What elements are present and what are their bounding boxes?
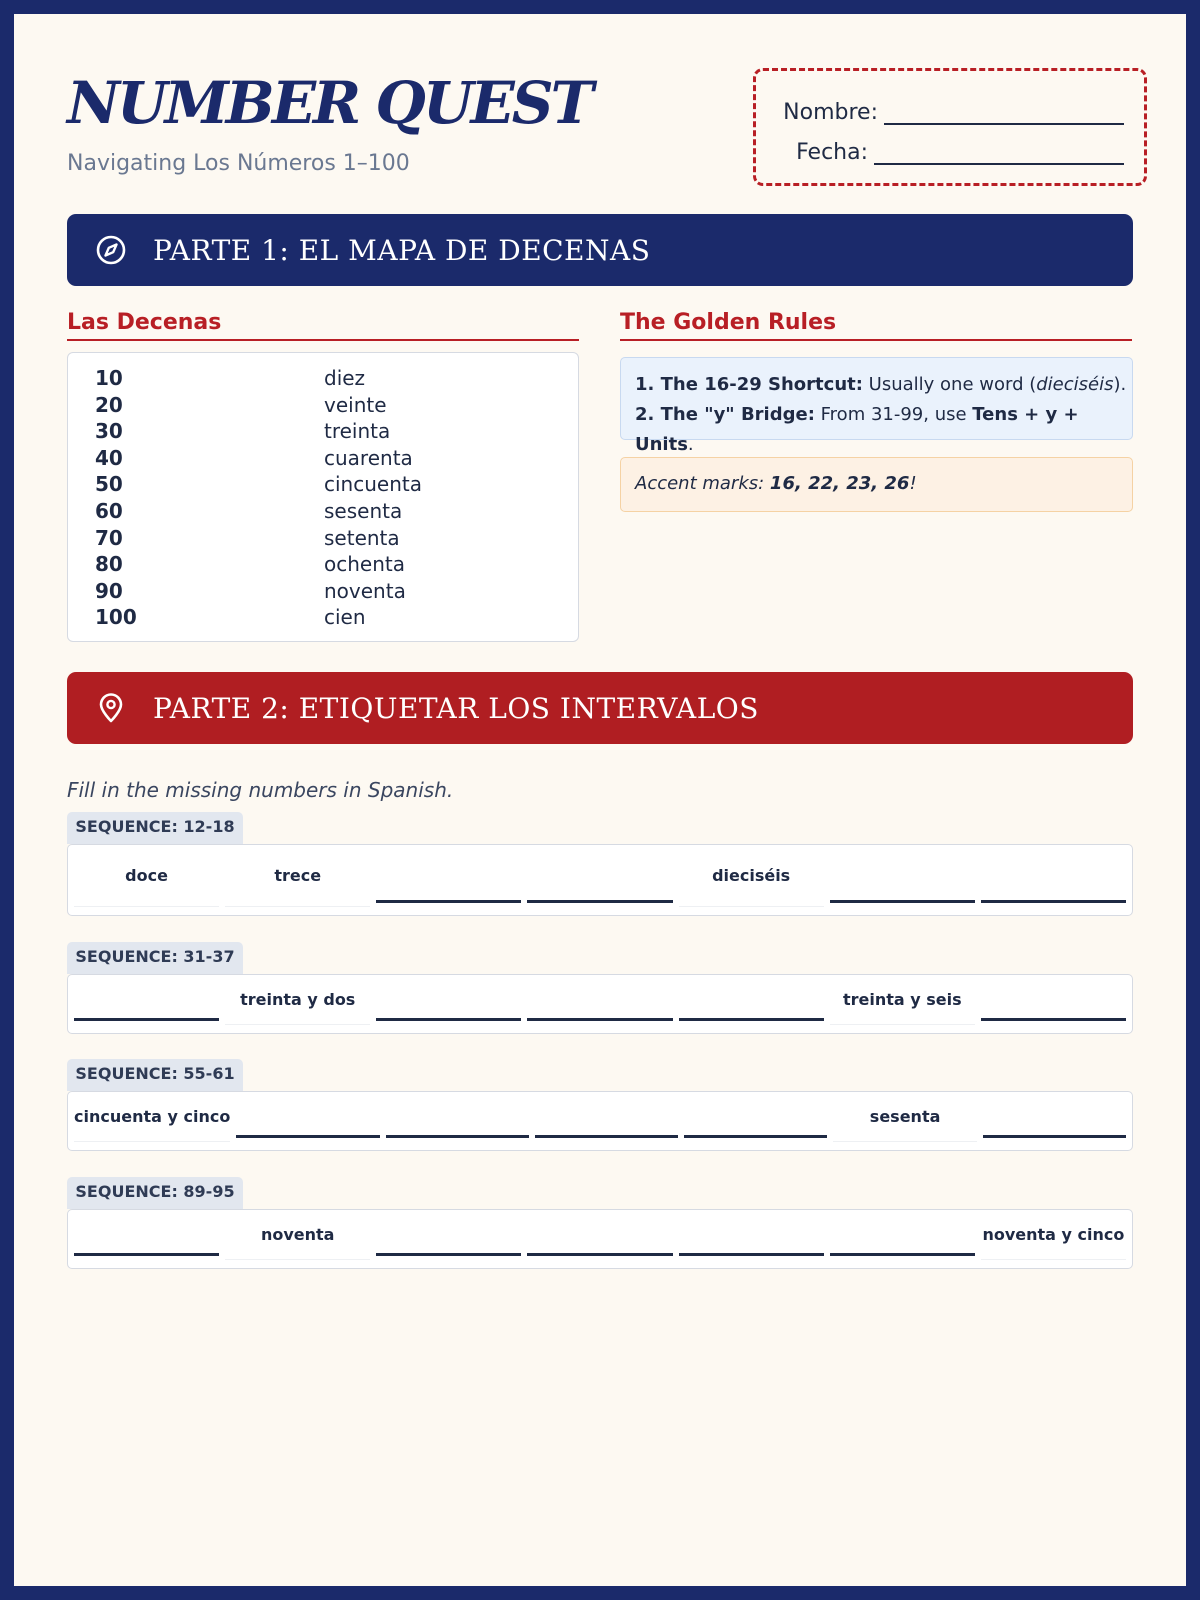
date-label: Fecha: bbox=[796, 140, 868, 165]
page-title: NUMBER QUEST bbox=[67, 69, 591, 137]
tens-number: 20 bbox=[95, 392, 123, 417]
tens-row bbox=[95, 445, 578, 472]
name-label: Nombre: bbox=[783, 100, 878, 125]
rule-2-label: 2. The "y" Bridge: bbox=[635, 404, 815, 425]
tens-word: ochenta bbox=[324, 552, 405, 577]
sequence-answer-blank[interactable] bbox=[535, 1092, 678, 1138]
tens-row bbox=[95, 604, 578, 631]
worksheet-page bbox=[14, 14, 1186, 1586]
compass-icon bbox=[95, 234, 127, 266]
rule-1-example: dieciséis bbox=[1036, 374, 1114, 395]
sequence-answer-blank[interactable] bbox=[981, 845, 1126, 903]
rules-heading: The Golden Rules bbox=[620, 310, 1132, 341]
part2-banner bbox=[67, 672, 1133, 744]
tens-number: 10 bbox=[95, 366, 123, 390]
tens-heading: Las Decenas bbox=[67, 310, 579, 341]
sequence-answer-blank[interactable] bbox=[376, 1210, 521, 1256]
sequence-label: SEQUENCE: 55-61 bbox=[67, 1059, 243, 1091]
sequence-answer-blank[interactable] bbox=[527, 1210, 672, 1256]
tens-word: noventa bbox=[324, 578, 406, 603]
rule-2-end: . bbox=[687, 434, 694, 455]
sequence-answer-blank[interactable] bbox=[386, 1092, 529, 1138]
sequence-answer-blank[interactable] bbox=[830, 845, 975, 903]
tens-table bbox=[67, 352, 579, 642]
sequence-given-number: sesenta bbox=[833, 1092, 976, 1142]
instructions: Fill in the missing numbers in Spanish. bbox=[67, 778, 454, 802]
page-subtitle: Navigating Los Números 1–100 bbox=[67, 151, 410, 176]
tens-word: setenta bbox=[324, 525, 400, 550]
rule-2-formula: Tens + y + Units bbox=[635, 404, 1079, 455]
sequence-answer-blank[interactable] bbox=[236, 1092, 379, 1138]
sequence-label: SEQUENCE: 31-37 bbox=[67, 942, 243, 974]
accent-label: Accent marks: bbox=[635, 473, 770, 494]
sequence-given-number: noventa y cinco bbox=[981, 1210, 1126, 1260]
tens-row bbox=[95, 471, 578, 498]
tens-word: cuarenta bbox=[324, 445, 413, 470]
sequence-answer-blank[interactable] bbox=[983, 1092, 1126, 1138]
sequence-label: SEQUENCE: 12-18 bbox=[67, 812, 243, 844]
rule-1-label: 1. The 16-29 Shortcut: bbox=[635, 374, 863, 395]
golden-rules-box bbox=[620, 357, 1133, 455]
tens-number: 90 bbox=[95, 578, 123, 603]
map-pin-icon bbox=[95, 692, 127, 724]
sequence-answer-blank[interactable] bbox=[679, 1210, 824, 1256]
rule-1-end: ). bbox=[1113, 374, 1127, 395]
tens-row bbox=[95, 551, 578, 578]
sequence-given-number: dieciséis bbox=[679, 845, 824, 907]
sequence-block bbox=[67, 1059, 1133, 1151]
accent-suffix: ! bbox=[909, 473, 917, 494]
name-field[interactable] bbox=[884, 101, 1124, 125]
sequence-answer-blank[interactable] bbox=[527, 975, 672, 1021]
part1-title: PARTE 1: EL MAPA DE DECENAS bbox=[153, 233, 651, 267]
sequence-answer-blank[interactable] bbox=[74, 975, 219, 1021]
sequence-given-number: treinta y seis bbox=[830, 975, 975, 1025]
tens-word: treinta bbox=[324, 419, 391, 444]
sequence-answer-blank[interactable] bbox=[527, 845, 672, 903]
sequence-answer-blank[interactable] bbox=[981, 975, 1126, 1021]
sequence-given-number: noventa bbox=[225, 1210, 370, 1260]
sequence-row bbox=[67, 1209, 1133, 1269]
accent-numbers: 16, 22, 23, 26 bbox=[769, 473, 910, 494]
tens-row bbox=[95, 498, 578, 525]
tens-row bbox=[95, 392, 578, 419]
accent-note bbox=[620, 457, 1133, 512]
date-field[interactable] bbox=[874, 141, 1124, 165]
name-date-box bbox=[753, 68, 1147, 186]
sequence-answer-blank[interactable] bbox=[679, 975, 824, 1021]
sequence-row bbox=[67, 1091, 1133, 1151]
part2-title: PARTE 2: ETIQUETAR LOS INTERVALOS bbox=[153, 691, 759, 725]
rule-1-text: Usually one word ( bbox=[862, 374, 1037, 395]
sequence-given-number: cincuenta y cinco bbox=[74, 1092, 230, 1142]
rule-1 bbox=[635, 370, 1132, 400]
rule-2 bbox=[635, 400, 1132, 460]
tens-number: 40 bbox=[95, 445, 123, 470]
tens-word: cincuenta bbox=[324, 472, 422, 497]
sequence-block bbox=[67, 942, 1133, 1034]
date-row bbox=[756, 133, 1144, 173]
sequence-answer-blank[interactable] bbox=[376, 845, 521, 903]
sequence-label: SEQUENCE: 89-95 bbox=[67, 1177, 243, 1209]
sequence-given-number: trece bbox=[225, 845, 370, 907]
sequence-answer-blank[interactable] bbox=[684, 1092, 827, 1138]
tens-word: veinte bbox=[324, 392, 387, 417]
sequence-given-number: doce bbox=[74, 845, 219, 907]
tens-row bbox=[95, 578, 578, 605]
tens-number: 80 bbox=[95, 552, 123, 577]
sequence-given-number: treinta y dos bbox=[225, 975, 370, 1025]
tens-number: 50 bbox=[95, 472, 123, 497]
tens-number: 60 bbox=[95, 498, 123, 523]
tens-word: cien bbox=[324, 605, 366, 630]
sequence-answer-blank[interactable] bbox=[830, 1210, 975, 1256]
part1-banner bbox=[67, 214, 1133, 286]
sequence-answer-blank[interactable] bbox=[74, 1210, 219, 1256]
sequence-answer-blank[interactable] bbox=[376, 975, 521, 1021]
sequence-row bbox=[67, 974, 1133, 1034]
tens-row bbox=[95, 418, 578, 445]
sequence-block bbox=[67, 1177, 1133, 1269]
tens-number: 100 bbox=[95, 605, 137, 630]
tens-number: 30 bbox=[95, 419, 123, 444]
tens-word: diez bbox=[324, 366, 366, 390]
tens-word: sesenta bbox=[324, 498, 403, 523]
tens-row bbox=[95, 525, 578, 552]
rule-2-text: From 31-99, use bbox=[814, 404, 973, 425]
name-row bbox=[756, 93, 1144, 133]
tens-row bbox=[95, 365, 578, 392]
tens-number: 70 bbox=[95, 525, 123, 550]
sequence-block bbox=[67, 812, 1133, 916]
sequence-row bbox=[67, 844, 1133, 916]
